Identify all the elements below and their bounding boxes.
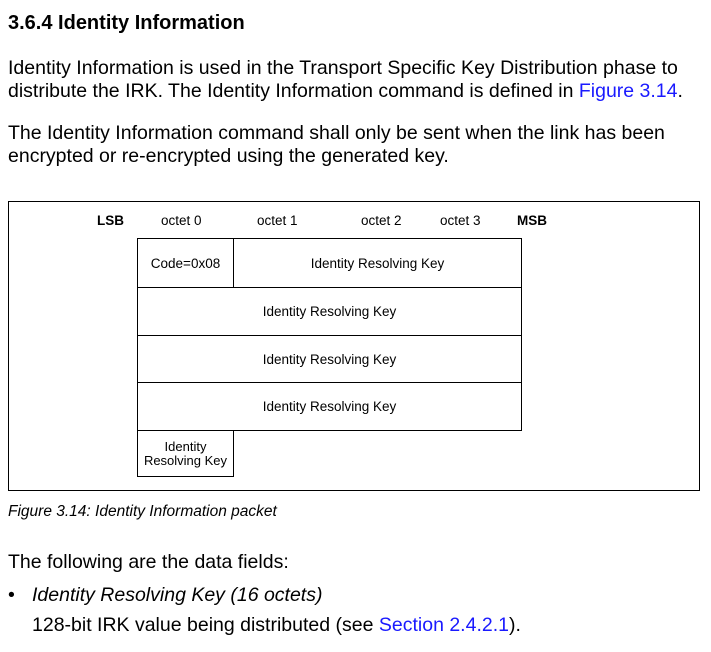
field-description-text: 128-bit IRK value being distributed (see	[32, 614, 379, 636]
msb-label: MSB	[517, 213, 547, 228]
paragraph-intro-text: Identity Information is used in the Transport Specific Key Distribution phase to distribute the IRK. The Identity Information command is defined in	[8, 57, 678, 102]
irk-field-row5: Identity Resolving Key	[137, 430, 234, 477]
octet-0-label: octet 0	[161, 213, 202, 228]
irk-field-row4: Identity Resolving Key	[137, 382, 522, 431]
figure-link[interactable]: Figure 3.14	[578, 80, 678, 102]
field-name: Identity Resolving Key (16 octets)	[32, 584, 323, 606]
irk-field-row2: Identity Resolving Key	[137, 287, 522, 336]
paragraph-condition: The Identity Information command shall only be sent when the link has been encrypted or re-encrypted using the generated key.	[8, 122, 665, 167]
code-field: Code=0x08	[137, 238, 234, 288]
field-description	[32, 614, 521, 637]
irk-field-row1: Identity Resolving Key	[233, 238, 522, 288]
octet-1-label: octet 1	[257, 213, 298, 228]
bullet-icon: •	[8, 584, 15, 606]
section-heading: 3.6.4 Identity Information	[8, 12, 245, 34]
figure-caption: Figure 3.14: Identity Information packet	[8, 503, 277, 520]
paragraph-intro-end: .	[677, 80, 683, 102]
lsb-label: LSB	[97, 213, 124, 228]
field-description-end: ).	[508, 614, 521, 636]
octet-3-label: octet 3	[440, 213, 481, 228]
fields-intro: The following are the data fields:	[8, 551, 289, 573]
octet-2-label: octet 2	[361, 213, 402, 228]
section-link[interactable]: Section 2.4.2.1	[378, 614, 509, 636]
paragraph-intro	[8, 57, 708, 103]
irk-field-row3: Identity Resolving Key	[137, 335, 522, 383]
